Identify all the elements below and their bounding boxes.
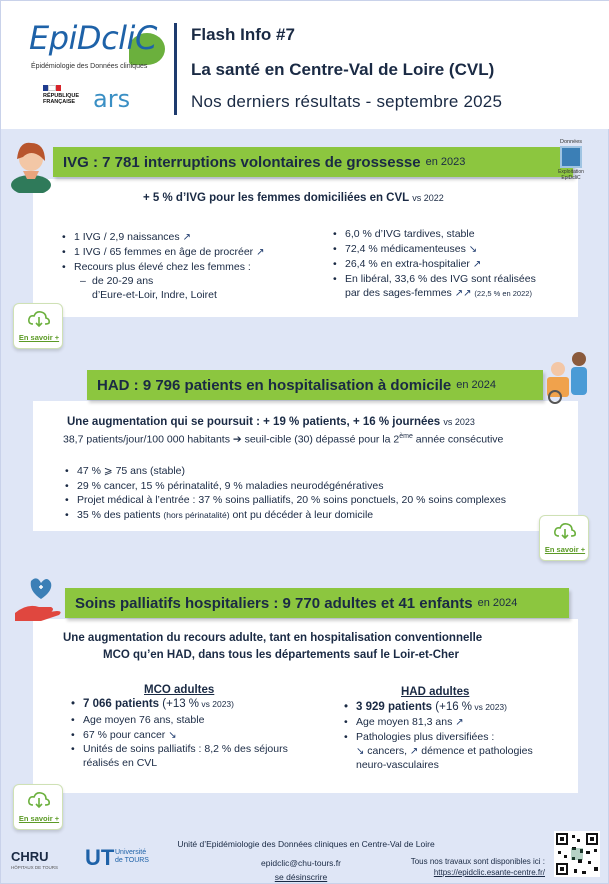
cloud-download-icon [28, 791, 50, 809]
mco-2-text: 67 % pour cancer [83, 729, 166, 741]
epidclic-logo[interactable]: EpiDcliC [29, 19, 157, 57]
had-adultes-cont [356, 745, 533, 757]
ivg-subhead [143, 192, 444, 204]
mco-main-small: vs 2023) [199, 699, 234, 709]
footer-available: Tous nos travaux sont disponibles ici : [410, 857, 545, 866]
had-adultes-cont3: neuro-vasculaires [356, 759, 439, 771]
ivg-year: en 2023 [425, 156, 466, 168]
had-adultes-1 [356, 716, 464, 728]
ivg-right-4: • En libéral, 33,6 % des IVG sont réalisées [345, 273, 536, 285]
had-subhead-text: Une augmentation qui se poursuit : + 19 % patients, + 16 % journées [67, 416, 441, 428]
hand-heart-icon [13, 577, 65, 623]
ivg-right-cont [345, 287, 532, 299]
ivg-subhead-text: + 5 % d’IVG pour les femmes domiciliées en CVL [143, 192, 409, 204]
ivg-left-2 [74, 246, 265, 258]
opendata-badge[interactable] [554, 139, 588, 189]
header [1, 1, 609, 129]
ivg-left-2-text: 1 IVG / 65 femmes en âge de procréer [74, 246, 254, 258]
arrow-up-right-icon: ↗ [182, 232, 191, 243]
footer [1, 823, 609, 884]
had-last-a: 35 % des patients [77, 509, 164, 521]
french-flag-icon [43, 85, 61, 91]
had-bullet-3: • Projet médical à l’entrée : 37 % soins palliatifs, 20 % soins ponctuels, 20 % soins complexes [77, 494, 506, 506]
had-adultes-cont1: cancers, [364, 745, 410, 757]
had-adultes-1-text: Age moyen 81,3 ans [356, 716, 453, 728]
sp-year: en 2024 [477, 597, 518, 609]
caregiver-icon [543, 347, 595, 405]
mco-1: • Age moyen 76 ans, stable [83, 714, 204, 726]
ivg-left-dash-1: – de 20-29 ans [92, 275, 153, 287]
ivg-banner [53, 147, 573, 177]
chru-subtitle: HÔPITAUX DE TOURS [11, 865, 59, 870]
had-year: en 2024 [456, 379, 497, 391]
university-tours-text [115, 849, 149, 865]
ut-sub1: Université [115, 849, 147, 856]
opendata-bottom2: EpiDcliC [561, 175, 581, 181]
arrow-down-right-icon: ↘ [356, 746, 365, 757]
ut-sub2: de TOURS [115, 857, 149, 864]
chru-logo: CHRU [11, 849, 49, 864]
double-arrow-up-right-icon: ↗↗ [454, 288, 472, 299]
had-adultes-title: HAD adultes [401, 686, 470, 698]
ivg-right-2-text: 72,4 % médicamenteuses [345, 243, 466, 255]
mco-2 [83, 729, 177, 741]
mco-title: MCO adultes [144, 684, 215, 696]
unsubscribe-link[interactable]: se désinscrire [274, 872, 328, 882]
had-last-small: (hors périnatalité) [163, 510, 230, 520]
had-bullet-1: • 47 % ⩾ 75 ans (stable) [77, 465, 185, 477]
had-adultes-main-value: 3 929 patients [356, 701, 433, 713]
had-line2-a: 38,7 patients/jour/100 000 habitants ➔ seuil-cible (30) dépassé pour la 2 [63, 433, 400, 446]
footer-url-link[interactable]: https://epidclic.esante-centre.fr/ [433, 868, 545, 877]
header-divider [174, 23, 177, 115]
had-adultes-main-pct: (+16 % [432, 701, 473, 713]
republique-francaise-logo [43, 85, 87, 119]
header-title: La santé en Centre-Val de Loire (CVL) [191, 60, 495, 79]
university-tours-logo: UT [85, 845, 115, 870]
had-adultes-cont2: démence et pathologies [418, 745, 533, 757]
had-bullet-2: • 29 % cancer, 15 % périnatalité, 9 % maladies neurodégénératives [77, 480, 383, 492]
ivg-savoir-label: En savoir + [18, 333, 60, 342]
woman-icon [9, 137, 53, 193]
ivg-right-1: • 6,0 % d’IVG tardives, stable [345, 228, 475, 240]
arrow-down-right-icon: ↘ [468, 244, 478, 255]
mco-cont: réalisés en CVL [83, 757, 158, 769]
gov-text: RÉPUBLIQUE FRANÇAISE [43, 93, 80, 105]
header-subtitle: Nos derniers résultats - septembre 2025 [191, 92, 503, 111]
cloud-download-icon [28, 310, 50, 328]
ivg-right-small: (22,5 % en 2022) [474, 289, 532, 298]
had-banner [87, 370, 543, 400]
sp-savoir-label: En savoir + [18, 814, 60, 823]
ivg-subhead-small: vs 2022 [412, 193, 444, 203]
sp-subhead-2: MCO qu’en HAD, dans tous les départements sauf le Loir-et-Cher [103, 649, 459, 661]
had-adultes-2: • Pathologies plus diversifiées : [356, 731, 494, 743]
arrow-up-right-icon: ↗ [472, 259, 482, 270]
ivg-title: IVG : 7 781 interruptions volontaires de grossesse [63, 153, 421, 171]
arrow-up-right-icon: ↗ [455, 717, 464, 728]
had-savoir-label: En savoir + [544, 545, 586, 554]
had-line2 [63, 433, 503, 446]
footer-unit: Unité d’Epidémiologie des Données cliniques en Centre-Val de Loire [177, 839, 435, 849]
arrow-down-right-icon: ↘ [168, 730, 177, 741]
sp-title: Soins palliatifs hospitaliers : 9 770 adultes et 41 enfants [75, 594, 473, 612]
opendata-bottom1: Exploitation [558, 169, 584, 175]
sp-subhead-1: Une augmentation du recours adulte, tant en hospitalisation conventionnelle [63, 632, 483, 644]
had-subhead-small: vs 2023 [443, 417, 475, 427]
mco-3: • Unités de soins palliatifs : 8,2 % des séjours [83, 743, 288, 755]
had-subhead [67, 416, 475, 428]
had-adultes-main-small: vs 2023) [472, 702, 507, 712]
ivg-right-2 [345, 243, 477, 255]
sp-banner [65, 588, 569, 618]
qr-code-icon[interactable] [554, 831, 600, 877]
had-line2-sup: ème [399, 433, 413, 440]
had-adultes-main [356, 701, 507, 713]
ivg-right-3-text: 26,4 % en extra-hospitalier [345, 258, 470, 270]
ivg-en-savoir-plus-button[interactable] [13, 303, 63, 349]
opendata-icon [560, 146, 582, 168]
had-bullet-4 [77, 509, 373, 521]
mco-main-pct: (+13 % [159, 698, 200, 710]
arrow-up-right-icon: ↗ [409, 746, 419, 757]
had-title: HAD : 9 796 patients en hospitalisation à domicile [97, 376, 452, 394]
cloud-download-icon [554, 522, 576, 540]
had-last-b: ont pu décéder à leur domicile [229, 509, 374, 521]
ars-logo [93, 85, 130, 113]
ivg-right-3 [345, 258, 481, 270]
ivg-left-3: • Recours plus élevé chez les femmes : [74, 261, 251, 273]
ivg-right-cont-text: par des sages-femmes [345, 287, 452, 299]
had-en-savoir-plus-button[interactable] [539, 515, 589, 561]
mco-main [83, 698, 234, 710]
arrow-up-right-icon: ↗ [256, 247, 265, 258]
mco-main-value: 7 066 patients [83, 698, 160, 710]
logo-subtitle: Épidémiologie des Données cliniques [31, 63, 148, 70]
ivg-left-1-text: 1 IVG / 2,9 naissances [74, 231, 180, 243]
had-line2-b: année consécutive [412, 433, 504, 446]
ivg-left-dash-2: d’Eure-et-Loir, Indre, Loiret [92, 289, 217, 301]
ivg-left-1 [74, 231, 191, 243]
ars-logo-text: ars [93, 85, 131, 113]
footer-email-link[interactable]: epidclic@chu-tours.fr [261, 858, 341, 868]
header-issue: Flash Info #7 [191, 25, 295, 44]
opendata-top: Données [559, 139, 583, 145]
